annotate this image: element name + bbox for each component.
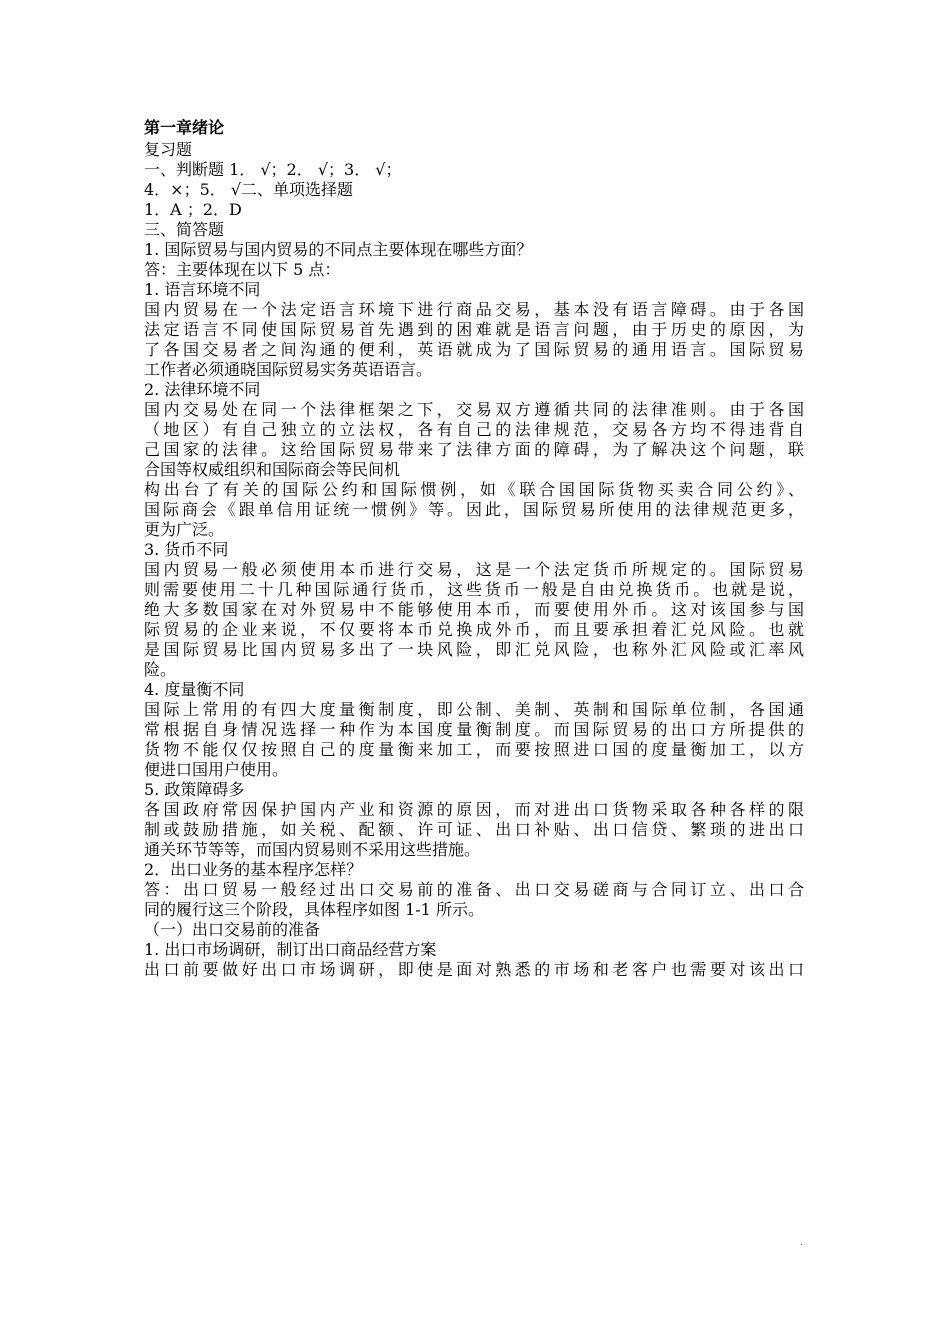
text-line: 复习题 [144, 140, 193, 159]
text-line: 则需要使用二十几种国际通行货币，这些货币一般是自由兑换货币。也就是说， [144, 580, 804, 599]
text-line: 4．×；5． √二、单项选择题 [144, 180, 354, 199]
footer-mark: . [800, 1237, 804, 1248]
text-line: 货物不能仅仅按照自己的度量衡来加工，而要按照进口国的度量衡加工，以方 [144, 740, 804, 759]
text-line: 国际商会《跟单信用证统一惯例》等。因此，国际贸易所使用的法律规范更多， [144, 500, 804, 519]
text-line: 国际上常用的有四大度量衡制度，即公制、美制、英制和国际单位制，各国通 [144, 700, 804, 719]
text-line: 4. 度量衡不同 [144, 680, 245, 699]
text-line: 常根据自身情况选择一种作为本国度量衡制度。而国际贸易的出口方所提供的 [144, 720, 804, 739]
text-line: 国内贸易在一个法定语言环境下进行商品交易，基本没有语言障碍。由于各国 [144, 300, 804, 319]
text-line: 是国际贸易比国内贸易多出了一块风险，即汇兑风险，也称外汇风险或汇率风 [144, 640, 804, 659]
text-line: 三、简答题 [144, 220, 225, 239]
text-line: 构出台了有关的国际公约和国际惯例，如《联合国国际货物买卖合同公约》、 [144, 480, 804, 499]
document-page [144, 116, 804, 980]
text-line: 险。 [144, 660, 177, 679]
text-line: 5. 政策障碍多 [144, 780, 245, 799]
text-line: 工作者必须通晓国际贸易实务英语语言。 [144, 360, 433, 379]
text-line: 便进口国用户使用。 [144, 760, 289, 779]
text-line: 合国等权威组织和国际商会等民间机 [144, 460, 401, 479]
text-line: 1. 语言环境不同 [144, 280, 261, 299]
text-line: 1. 出口市场调研，制订出口商品经营方案 [144, 940, 437, 959]
text-line: 己国家的法律。这给国际贸易带来了法律方面的障碍，为了解决这个问题，联 [144, 440, 804, 459]
text-line: 答：出口贸易一般经过出口交易前的准备、出口交易磋商与合同订立、出口合 [144, 880, 804, 899]
text-line: 2. 法律环境不同 [144, 380, 261, 399]
text-line: 一、判断题 1． √；2． √；3． √； [144, 160, 402, 179]
text-line: 了各国交易者之间沟通的便利，英语就成为了国际贸易的通用语言。国际贸易 [144, 340, 804, 359]
chapter-title: 第一章绪论 [144, 118, 225, 137]
text-line: 通关环节等等，而国内贸易则不采用这些措施。 [144, 840, 481, 859]
text-line: 国内交易处在同一个法律框架之下，交易双方遵循共同的法律准则。由于各国 [144, 400, 804, 419]
text-line: 同的履行这三个阶段，具体程序如图 1-1 所示。 [144, 900, 484, 919]
text-line: 制或鼓励措施，如关税、配额、许可证、出口补贴、出口信贷、繁琐的进出口 [144, 820, 804, 839]
text-line: 3. 货币不同 [144, 540, 229, 559]
text-line: （地区）有自己独立的立法权，各有自己的法律规范，交易各方均不得违背自 [144, 420, 804, 439]
text-line: （一）出口交易前的准备 [144, 920, 321, 939]
text-line: 答：主要体现在以下 5 点： [144, 260, 341, 279]
text-line: 1. 国际贸易与国内贸易的不同点主要体现在哪些方面？ [144, 240, 533, 259]
text-line: 绝大多数国家在对外贸易中不能够使用本币，而要使用外币。这对该国参与国 [144, 600, 804, 619]
text-line: 出口前要做好出口市场调研，即使是面对熟悉的市场和老客户也需要对该出口 [144, 960, 804, 979]
text-line: 际贸易的企业来说，不仅要将本币兑换成外币，而且要承担着汇兑风险。也就 [144, 620, 804, 639]
text-line: 国内贸易一般必须使用本币进行交易，这是一个法定货币所规定的。国际贸易 [144, 560, 804, 579]
text-line: 更为广泛。 [144, 520, 225, 539]
text-line: 法定语言不同使国际贸易首先遇到的困难就是语言问题，由于历史的原因，为 [144, 320, 804, 339]
text-line: 2．出口业务的基本程序怎样？ [144, 860, 363, 879]
document-body [144, 140, 804, 980]
text-line: 1．A ；2．D [144, 200, 242, 219]
text-line: 各国政府常因保护国内产业和资源的原因，而对进出口货物采取各种各样的限 [144, 800, 804, 819]
